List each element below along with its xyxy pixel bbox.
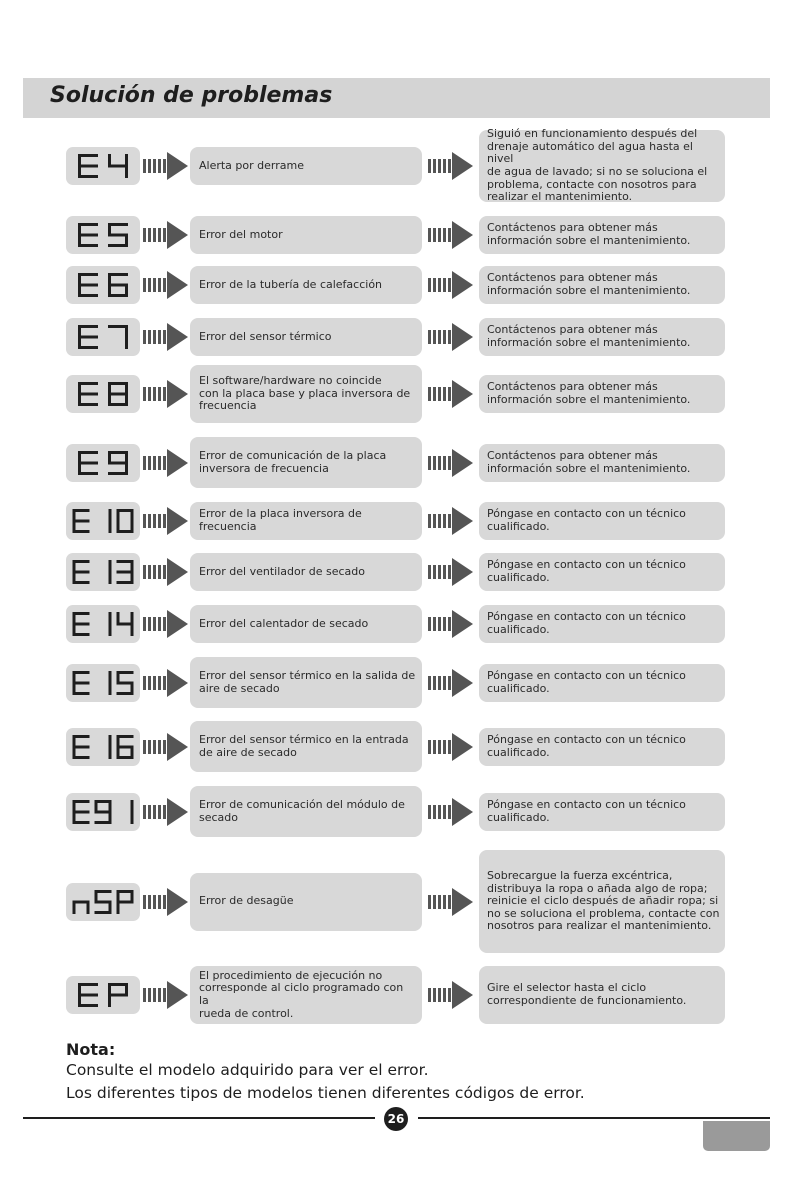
error-row bbox=[0, 127, 794, 204]
arrow-right-icon bbox=[428, 887, 474, 917]
error-description-box bbox=[190, 318, 422, 356]
solution-box bbox=[479, 850, 725, 953]
solution-box bbox=[479, 553, 725, 591]
arrow-right-icon bbox=[428, 379, 474, 409]
error-code-box bbox=[66, 216, 140, 254]
error-description: Error de comunicación de la placa inversora de frecuencia bbox=[199, 448, 387, 475]
arrow-right-icon bbox=[143, 379, 189, 409]
solution-text: Póngase en contacto con un técnico cualificado. bbox=[487, 732, 686, 759]
footer-divider-left bbox=[23, 1117, 375, 1119]
arrow-right-icon bbox=[143, 322, 189, 352]
arrow-right-icon bbox=[428, 732, 474, 762]
error-row bbox=[0, 216, 794, 254]
solution-box bbox=[479, 444, 725, 482]
solution-text: Contáctenos para obtener más información sobre el mantenimiento. bbox=[487, 380, 691, 406]
page-title: Solución de problemas bbox=[50, 83, 333, 108]
solution-box bbox=[479, 318, 725, 356]
error-code-display bbox=[66, 216, 140, 254]
arrow-right-icon bbox=[428, 668, 474, 698]
error-row bbox=[0, 850, 794, 953]
arrow-right-icon bbox=[143, 557, 189, 587]
error-description: Error del sensor térmico en la entrada de aire de secado bbox=[199, 732, 409, 759]
error-code-box bbox=[66, 728, 140, 766]
arrow-right-icon bbox=[143, 506, 189, 536]
error-description-box bbox=[190, 365, 422, 423]
error-description: Error de desagüe bbox=[199, 894, 294, 908]
solution-text: Contáctenos para obtener más información sobre el mantenimiento. bbox=[487, 323, 691, 349]
error-row bbox=[0, 502, 794, 540]
section-header bbox=[23, 78, 770, 118]
arrow-right-icon bbox=[428, 448, 474, 478]
solution-text: Siguió en funcionamiento después del drenaje automático del agua hasta el nivel de agua de lavado; si no se soluciona el problema, contacte con nosotros para realizar el mantenimiento. bbox=[487, 127, 708, 204]
error-description: El software/hardware no coincide con la placa base y placa inversora de frecuencia bbox=[199, 374, 411, 413]
error-description-box bbox=[190, 786, 422, 837]
error-code-box bbox=[66, 553, 140, 591]
error-code-box bbox=[66, 502, 140, 540]
error-description: Error de la tubería de calefacción bbox=[199, 277, 383, 291]
arrow-right-icon bbox=[428, 151, 474, 181]
solution-box bbox=[479, 216, 725, 254]
note-line-1: Consulte el modelo adquirido para ver el error. bbox=[66, 1061, 429, 1079]
arrow-right-icon bbox=[428, 220, 474, 250]
error-row bbox=[0, 786, 794, 837]
error-code-display bbox=[66, 147, 140, 185]
solution-box bbox=[479, 266, 725, 304]
solution-text: Póngase en contacto con un técnico cualificado. bbox=[487, 668, 686, 695]
error-description: Error del motor bbox=[199, 227, 283, 241]
error-description-box bbox=[190, 502, 422, 540]
arrow-right-icon bbox=[143, 887, 189, 917]
arrow-right-icon bbox=[428, 557, 474, 587]
solution-text: Póngase en contacto con un técnico cualificado. bbox=[487, 558, 686, 584]
arrow-right-icon bbox=[143, 270, 189, 300]
error-description: Error del sensor térmico bbox=[199, 329, 332, 343]
error-code-box bbox=[66, 883, 140, 921]
arrow-right-icon bbox=[428, 506, 474, 536]
arrow-right-icon bbox=[143, 609, 189, 639]
error-code-display bbox=[66, 664, 140, 702]
solution-box bbox=[479, 375, 725, 413]
solution-box bbox=[479, 127, 725, 204]
arrow-right-icon bbox=[143, 797, 189, 827]
error-code-box bbox=[66, 605, 140, 643]
arrow-right-icon bbox=[428, 980, 474, 1010]
error-description-box bbox=[190, 147, 422, 185]
solution-text: Contáctenos para obtener más información sobre el mantenimiento. bbox=[487, 271, 691, 297]
error-row bbox=[0, 605, 794, 643]
error-code-display bbox=[66, 553, 140, 591]
solution-text: Sobrecargue la fuerza excéntrica, distribuya la ropa o añada algo de ropa; reinicie el ciclo después de añadir ropa; si no se soluciona el problema, contacte con nosotros para realizar el mantenimiento. bbox=[487, 869, 720, 933]
error-code-display bbox=[66, 444, 140, 482]
solution-box bbox=[479, 664, 725, 702]
error-code-display bbox=[66, 502, 140, 540]
error-description-box bbox=[190, 437, 422, 488]
arrow-right-icon bbox=[428, 797, 474, 827]
solution-box bbox=[479, 966, 725, 1024]
error-code-display bbox=[66, 318, 140, 356]
arrow-right-icon bbox=[143, 151, 189, 181]
arrow-right-icon bbox=[143, 220, 189, 250]
error-description-box bbox=[190, 657, 422, 708]
error-description: Error del calentador de secado bbox=[199, 616, 369, 630]
error-description: Error de la placa inversora de frecuencia bbox=[199, 507, 362, 533]
error-description-box bbox=[190, 873, 422, 931]
solution-text: Póngase en contacto con un técnico cualificado. bbox=[487, 507, 686, 533]
error-description: Error del ventilador de secado bbox=[199, 564, 366, 578]
solution-box bbox=[479, 605, 725, 643]
error-code-display bbox=[66, 976, 140, 1014]
arrow-right-icon bbox=[143, 980, 189, 1010]
error-row bbox=[0, 657, 794, 708]
error-row bbox=[0, 721, 794, 772]
error-row bbox=[0, 266, 794, 304]
note-line-2: Los diferentes tipos de modelos tienen diferentes códigos de error. bbox=[66, 1084, 585, 1102]
solution-text: Póngase en contacto con un técnico cualificado. bbox=[487, 610, 686, 636]
arrow-right-icon bbox=[143, 668, 189, 698]
error-code-box bbox=[66, 266, 140, 304]
error-description-box bbox=[190, 216, 422, 254]
footer-tab bbox=[703, 1121, 770, 1151]
error-description: Error de comunicación del módulo de secado bbox=[199, 797, 405, 824]
solution-text: Gire el selector hasta el ciclo correspondiente de funcionamiento. bbox=[487, 981, 687, 1007]
error-code-display bbox=[66, 375, 140, 413]
arrow-right-icon bbox=[143, 448, 189, 478]
footer-divider-right bbox=[418, 1117, 770, 1119]
error-description-box bbox=[190, 605, 422, 643]
error-description-box bbox=[190, 553, 422, 591]
arrow-right-icon bbox=[428, 322, 474, 352]
error-row bbox=[0, 365, 794, 423]
error-code-box bbox=[66, 793, 140, 831]
error-code-box bbox=[66, 375, 140, 413]
error-row bbox=[0, 437, 794, 488]
error-code-box bbox=[66, 976, 140, 1014]
error-row bbox=[0, 318, 794, 356]
solution-text: Contáctenos para obtener más información sobre el mantenimiento. bbox=[487, 221, 691, 247]
solution-box bbox=[479, 502, 725, 540]
arrow-right-icon bbox=[143, 732, 189, 762]
note-title: Nota: bbox=[66, 1040, 116, 1059]
error-code-display bbox=[66, 605, 140, 643]
error-code-box bbox=[66, 444, 140, 482]
error-description-box bbox=[190, 721, 422, 772]
solution-box bbox=[479, 793, 725, 831]
error-description-box bbox=[190, 266, 422, 304]
error-row bbox=[0, 966, 794, 1024]
error-description: Error del sensor térmico en la salida de aire de secado bbox=[199, 668, 416, 695]
solution-box bbox=[479, 728, 725, 766]
error-description: Alerta por derrame bbox=[199, 158, 304, 172]
arrow-right-icon bbox=[428, 270, 474, 300]
error-code-box bbox=[66, 318, 140, 356]
error-code-display bbox=[66, 728, 140, 766]
error-row bbox=[0, 553, 794, 591]
page-number: 26 bbox=[384, 1107, 408, 1131]
error-code-display bbox=[66, 266, 140, 304]
error-description-box bbox=[190, 966, 422, 1024]
error-code-display bbox=[66, 793, 140, 831]
error-code-box bbox=[66, 664, 140, 702]
solution-text: Contáctenos para obtener más información sobre el mantenimiento. bbox=[487, 448, 691, 475]
error-description: El procedimiento de ejecución no corresponde al ciclo programado con la rueda de control. bbox=[199, 968, 404, 1020]
solution-text: Póngase en contacto con un técnico cualificado. bbox=[487, 797, 686, 824]
error-code-box bbox=[66, 147, 140, 185]
arrow-right-icon bbox=[428, 609, 474, 639]
error-code-display bbox=[66, 883, 140, 921]
